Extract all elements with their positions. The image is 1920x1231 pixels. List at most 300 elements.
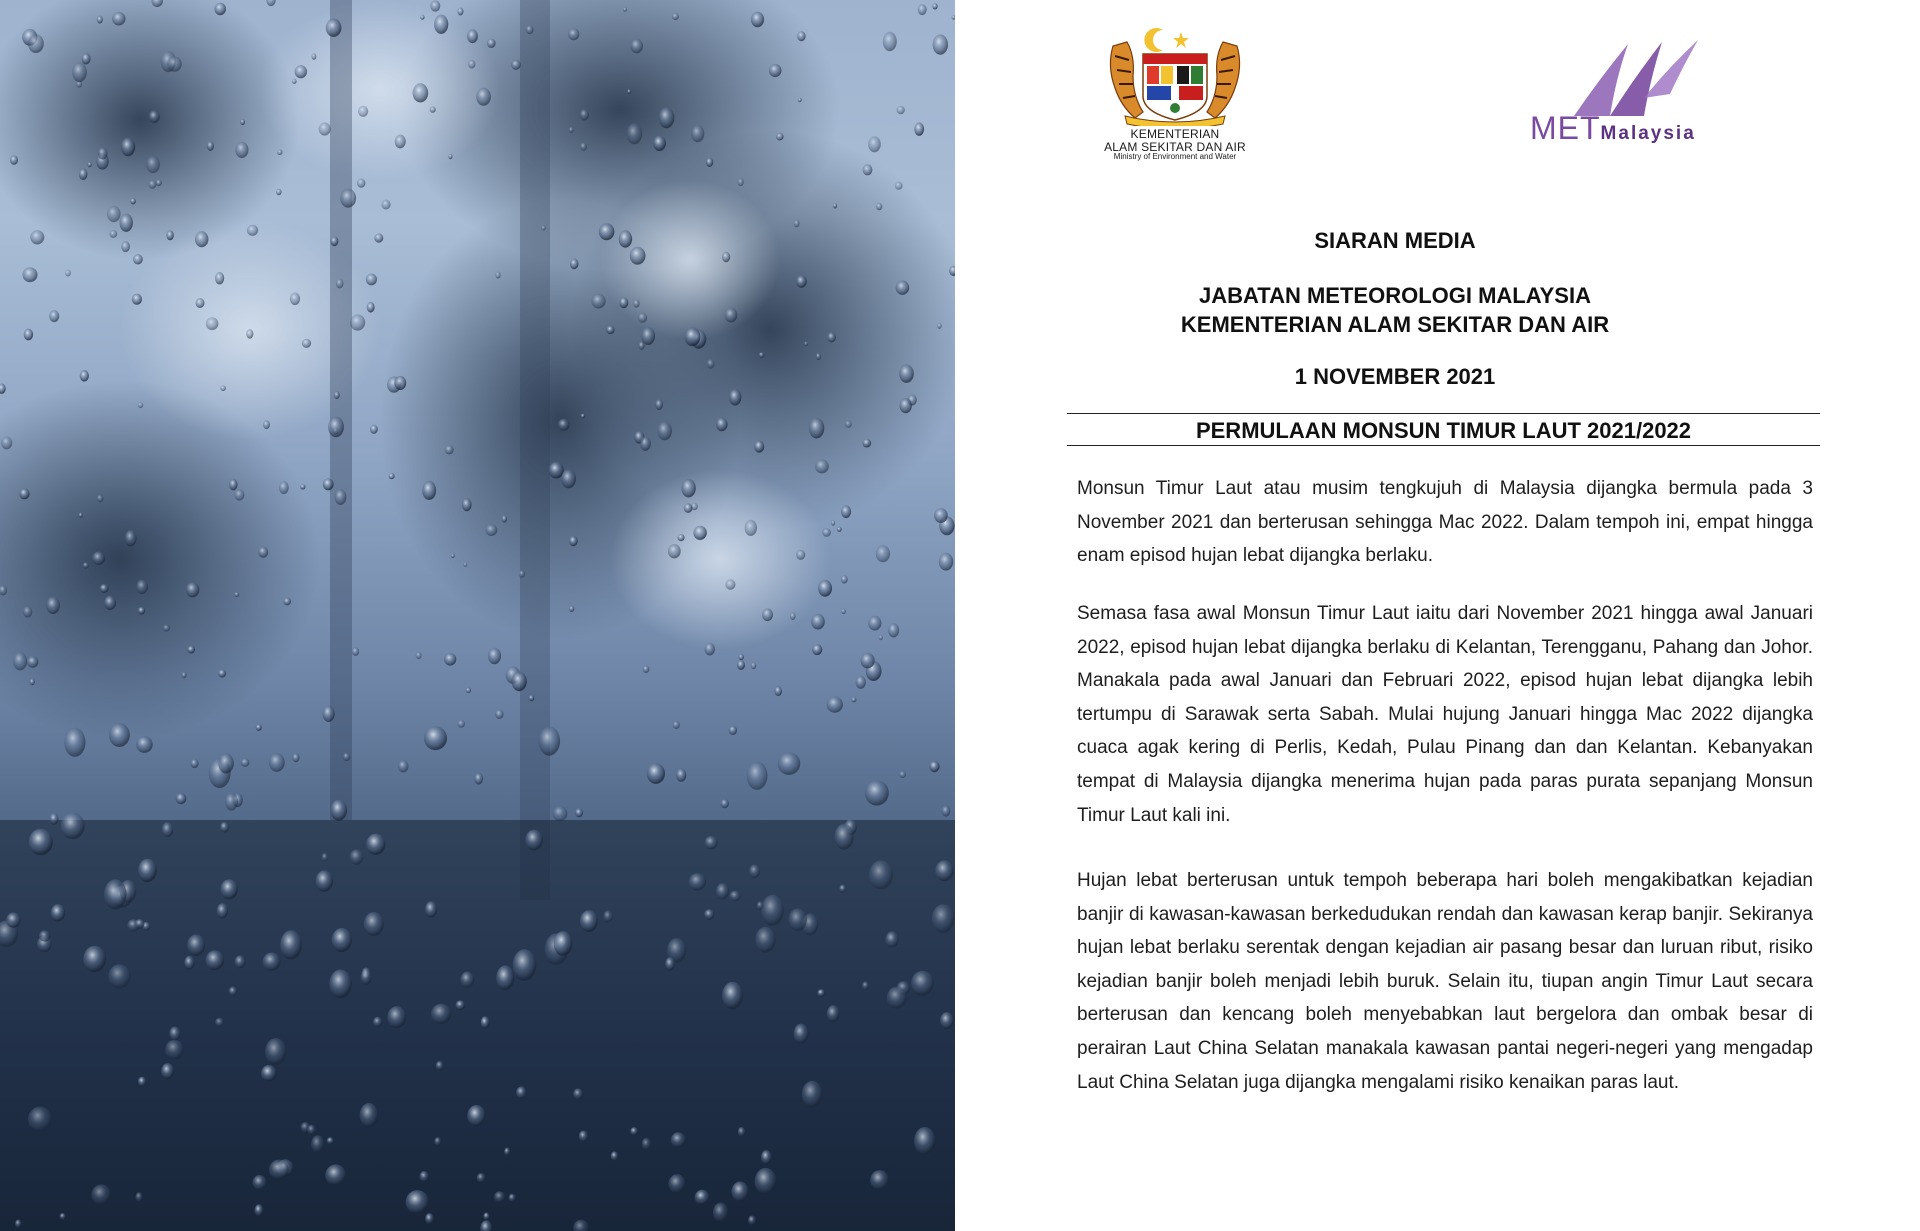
- rain-droplet: [6, 913, 21, 928]
- rain-droplet: [253, 1175, 267, 1190]
- rain-droplet: [307, 1125, 315, 1135]
- rain-droplet: [833, 203, 837, 208]
- rain-droplet: [266, 0, 275, 6]
- rain-droplet: [187, 646, 195, 654]
- rain-droplet: [146, 156, 160, 173]
- rain-droplet: [640, 437, 651, 451]
- rain-droplet: [899, 771, 906, 778]
- rain-droplet: [229, 987, 237, 997]
- title-rule-top: [1067, 413, 1820, 414]
- rain-droplet: [104, 596, 116, 610]
- rain-droplet: [932, 3, 937, 9]
- rain-droplet: [265, 1038, 286, 1065]
- rain-droplet: [83, 562, 89, 568]
- rain-droplet: [138, 1077, 146, 1087]
- rain-droplet: [217, 903, 228, 919]
- rain-droplet: [511, 60, 521, 70]
- rain-droplet: [374, 233, 383, 242]
- rain-droplet: [748, 1216, 756, 1226]
- rain-droplet: [234, 592, 239, 597]
- rain-droplet: [138, 859, 157, 882]
- rain-droplet: [713, 1203, 728, 1223]
- met-malaysia-swoosh-icon: [1570, 38, 1710, 118]
- rain-droplet: [487, 39, 496, 48]
- rain-droplet: [911, 971, 934, 996]
- rain-droplet: [83, 946, 106, 972]
- rain-droplet: [366, 834, 385, 855]
- rain-droplet: [13, 652, 27, 671]
- rain-droplet: [863, 164, 873, 175]
- rain-droplet: [28, 34, 44, 53]
- rain-droplet: [352, 647, 359, 656]
- rain-droplet: [841, 609, 846, 615]
- rain-droplet: [295, 65, 307, 78]
- rain-droplet: [240, 119, 245, 125]
- rain-droplet: [759, 352, 765, 358]
- rain-droplet: [716, 418, 728, 432]
- rain-droplet: [255, 1204, 264, 1216]
- rain-droplet: [677, 534, 684, 541]
- organization-line1: JABATAN METEOROLOGI MALAYSIA: [1199, 283, 1591, 308]
- rain-droplet: [861, 653, 875, 669]
- rain-droplet: [65, 270, 71, 277]
- rain-droplet: [328, 417, 344, 438]
- rain-droplet: [706, 158, 713, 167]
- rain-droplet: [457, 720, 465, 728]
- rain-droplet: [327, 1137, 334, 1144]
- rain-droplet: [258, 547, 268, 558]
- rain-droplet: [466, 687, 471, 693]
- rain-droplet: [657, 421, 672, 440]
- rain-droplet: [865, 780, 889, 805]
- rain-droplet: [79, 513, 83, 518]
- rain-droplet: [138, 607, 145, 615]
- rain-droplet: [121, 138, 135, 157]
- rain-droplet: [673, 721, 680, 729]
- rain-droplet: [234, 489, 244, 500]
- rain-droplet: [263, 420, 270, 429]
- rain-droplet: [263, 953, 281, 971]
- rain-droplet: [643, 666, 650, 673]
- rain-droplet: [729, 726, 737, 735]
- rain-droplet: [627, 123, 643, 144]
- rain-droplet: [247, 225, 258, 236]
- press-release-document: [955, 0, 1920, 1231]
- rain-droplet: [525, 830, 543, 851]
- rain-drops-illustration: [0, 0, 955, 1231]
- rain-droplet: [798, 98, 802, 103]
- rain-droplet: [361, 970, 372, 985]
- rain-droplet: [373, 1017, 382, 1027]
- rain-droplet: [343, 753, 351, 762]
- kementerian-wordmark: [1095, 128, 1255, 162]
- met-small-text: Malaysia: [1600, 123, 1696, 144]
- rain-droplet: [460, 972, 474, 988]
- rain-droplet: [659, 107, 675, 128]
- rain-droplet: [856, 676, 866, 689]
- rain-droplet: [29, 829, 53, 856]
- rain-droplet: [570, 258, 579, 269]
- rain-droplet: [190, 759, 198, 768]
- rain-droplet: [445, 445, 454, 454]
- rain-droplet: [225, 793, 238, 811]
- rain-droplet: [279, 481, 289, 494]
- rain-droplet: [761, 895, 784, 926]
- rain-droplet: [395, 135, 406, 149]
- met-malaysia-logo: [1530, 38, 1760, 148]
- rain-droplet: [187, 934, 205, 956]
- rain-droplet: [568, 28, 579, 40]
- rain-droplet: [827, 332, 836, 342]
- rain-droplet: [331, 800, 347, 821]
- rain-droplet: [163, 625, 170, 632]
- rain-droplet: [695, 1190, 710, 1205]
- rain-droplet: [360, 1103, 378, 1128]
- rain-droplet: [462, 498, 472, 511]
- rain-droplet: [811, 614, 825, 630]
- rain-droplet: [336, 279, 344, 289]
- rain-droplet: [569, 536, 578, 546]
- rain-droplet: [277, 149, 282, 155]
- rain-droplet: [732, 1181, 749, 1201]
- met-wordmark: [1530, 110, 1760, 147]
- rain-droplet: [28, 1107, 52, 1132]
- body-paragraph-2: Semasa fasa awal Monsun Timur Laut iaitu dari November 2021 hingga awal Januari 2022, episod hujan lebat dijangka berlaku di Kelantan, Terengganu, Pahang dan Johor. Manakala pada awal Januari dan Februari 2022, episod hujan lebat dijangka lebih tertumpu di Sarawak serta Sabah. Mulai hujung Januari hingga Mac 2022 dijangka cuaca agak kering di Perlis, Kedah, Pulau Pinang dan dan Kelantan. Kebanyakan tempat di Malaysia dijangka menerima hujan pada paras purata sepanjang Monsun Timur Laut kali ini.: [1077, 603, 1813, 826]
- rain-droplet: [51, 904, 65, 921]
- rain-droplet: [92, 552, 105, 565]
- rain-droplet: [184, 956, 194, 970]
- rain-droplet: [80, 370, 89, 382]
- rain-droplet: [61, 813, 85, 840]
- rain-droplet: [169, 1027, 180, 1041]
- rain-droplet: [319, 122, 331, 135]
- rain-droplet: [754, 441, 764, 453]
- rain-droplet: [195, 231, 208, 247]
- rain-droplet: [722, 252, 730, 262]
- rain-droplet: [496, 966, 514, 991]
- rain-droplet: [841, 505, 851, 518]
- rain-droplet: [721, 799, 729, 808]
- rain-droplet: [323, 478, 334, 490]
- siaran-media-heading: SIARAN MEDIA: [1314, 228, 1476, 253]
- rain-droplet: [88, 162, 92, 167]
- rain-droplet: [468, 60, 475, 69]
- kementerian-line2: ALAM SEKITAR DAN AIR: [1104, 139, 1246, 154]
- rain-droplet: [729, 389, 741, 406]
- rain-droplet: [108, 964, 130, 988]
- rain-droplet: [817, 989, 825, 997]
- rain-droplet: [196, 298, 205, 308]
- rain-droplet: [364, 912, 384, 936]
- rain-droplet: [933, 34, 948, 54]
- rain-droplet: [416, 652, 422, 659]
- rain-droplet: [935, 860, 953, 881]
- rain-droplet: [691, 125, 704, 142]
- rain-droplet: [19, 488, 29, 499]
- rain-droplet: [611, 1151, 619, 1161]
- rain-droplet: [300, 484, 305, 489]
- rain-droplet: [322, 853, 328, 862]
- rain-droplet: [261, 1065, 276, 1082]
- rain-droplet: [370, 425, 378, 434]
- rain-droplet: [647, 763, 665, 784]
- rain-droplet: [325, 1164, 346, 1185]
- rain-droplet: [477, 1173, 486, 1183]
- rain-droplet: [431, 1004, 451, 1024]
- rain-droplet: [627, 89, 631, 94]
- rain-droplet: [15, 1219, 22, 1228]
- rain-droplet: [269, 1160, 289, 1180]
- rain-droplet: [138, 402, 143, 408]
- rain-droplet: [862, 981, 869, 990]
- rain-droplet: [458, 8, 464, 16]
- rain-droplet: [340, 189, 356, 208]
- rain-droplet: [815, 459, 829, 473]
- rain-droplet: [235, 955, 246, 968]
- rain-droplet: [292, 753, 299, 762]
- rain-droplet: [755, 1168, 777, 1195]
- rain-droplet: [82, 53, 91, 64]
- rain-droplet: [630, 39, 643, 54]
- rain-droplet: [135, 919, 144, 929]
- rain-droplet: [579, 1131, 588, 1142]
- rain-droplet: [751, 12, 764, 27]
- rain-droplet: [549, 462, 564, 479]
- rain-droplet: [653, 136, 666, 151]
- rain-droplet: [424, 726, 447, 750]
- rain-droplet: [130, 198, 135, 204]
- rain-droplet: [868, 136, 881, 152]
- body-paragraph-1: Monsun Timur Laut atau musim tengkujuh di Malaysia dijangka bermula pada 3 November 2021 dan berterusan sehingga Mac 2022. Dalam tempoh ini, empat hingga enam episod hujan lebat dijangka berlaku.: [1077, 478, 1813, 567]
- rain-droplet: [389, 473, 395, 479]
- rain-droplet: [762, 608, 773, 621]
- rain-droplet: [672, 13, 679, 20]
- rain-droplet: [839, 885, 846, 893]
- rain-droplet: [831, 520, 835, 526]
- rain-droplet: [512, 672, 527, 692]
- rain-droplet: [46, 597, 60, 615]
- rain-droplet: [827, 696, 843, 712]
- rain-droplet: [434, 1137, 441, 1146]
- rain-droplet: [486, 524, 498, 536]
- rain-droplet: [705, 836, 718, 849]
- rain-droplet: [229, 479, 237, 491]
- rain-droplet: [730, 891, 741, 902]
- rain-droplet: [206, 317, 219, 330]
- rain-droplet: [215, 1018, 224, 1027]
- rain-droplet: [822, 528, 831, 537]
- rain-droplet: [125, 530, 137, 546]
- rain-droplet: [30, 230, 44, 244]
- rain-droplet: [350, 314, 365, 330]
- rain-droplet: [120, 214, 133, 232]
- rain-droplet: [176, 793, 187, 804]
- rain-droplet: [914, 122, 924, 135]
- rain-droplet: [879, 635, 883, 640]
- rain-droplet: [456, 1000, 465, 1010]
- rain-droplet: [256, 724, 262, 731]
- rain-droplet: [357, 179, 365, 188]
- rain-droplet: [98, 147, 108, 159]
- rain-droplet: [705, 643, 715, 656]
- rain-droplet: [900, 398, 912, 413]
- rain-droplet: [430, 106, 436, 112]
- rain-droplet: [27, 656, 38, 668]
- rain-droplet: [166, 230, 173, 240]
- rain-droplet: [79, 168, 88, 180]
- rain-droplet: [827, 1005, 840, 1022]
- rain-droplet: [394, 376, 406, 390]
- rain-droplet: [796, 550, 805, 560]
- rain-droplet: [132, 294, 142, 305]
- rain-droplet: [463, 562, 467, 567]
- rain-droplet: [302, 339, 311, 348]
- rain-droplet: [476, 88, 491, 106]
- malaysia-coat-of-arms-icon: [1105, 26, 1245, 126]
- rain-droplet: [474, 773, 483, 785]
- rain-droplet: [794, 219, 800, 227]
- organization-heading: [1015, 282, 1775, 339]
- rain-droplet: [387, 1006, 406, 1028]
- rain-droplet: [541, 226, 546, 231]
- rain-droplet: [109, 230, 117, 238]
- rain-droplet: [133, 254, 143, 264]
- rain-droplet: [366, 274, 377, 286]
- rain-droplet: [738, 654, 744, 660]
- rain-droplet: [0, 384, 6, 394]
- rain-droplet: [39, 930, 50, 941]
- rain-droplet: [326, 19, 342, 37]
- rain-droplet: [939, 553, 953, 571]
- rain-droplet: [221, 879, 238, 899]
- rain-droplet: [413, 83, 429, 102]
- rain-droplet: [220, 385, 226, 391]
- rain-droplet: [809, 418, 824, 439]
- rain-droplet: [504, 1148, 510, 1156]
- rain-droplet: [580, 143, 587, 151]
- rain-droplet: [434, 15, 448, 34]
- rain-droplet: [738, 1127, 746, 1137]
- rain-droplet: [488, 648, 501, 665]
- rain-droplet: [837, 527, 842, 532]
- rain-droplet: [761, 1150, 772, 1164]
- rain-droplet: [406, 1190, 429, 1214]
- rain-droplet: [755, 927, 775, 953]
- rain-droplet: [887, 987, 907, 1009]
- rain-droplet: [668, 544, 681, 558]
- rain-droplet: [707, 359, 715, 369]
- rain-droplet: [757, 901, 764, 909]
- rain-droplet: [311, 1135, 324, 1153]
- rain-droplet: [509, 1194, 516, 1202]
- rain-droplet: [60, 1213, 66, 1220]
- rain-droplet: [885, 931, 898, 947]
- rain-droplet: [841, 575, 848, 583]
- rain-droplet: [794, 1024, 809, 1044]
- rain-droplet: [638, 313, 647, 323]
- rain-droplet: [513, 949, 537, 981]
- rain-droplet: [669, 1174, 686, 1193]
- rain-droplet: [554, 931, 573, 956]
- organization-line2: KEMENTERIAN ALAM SEKITAR DAN AIR: [1180, 311, 1610, 337]
- rain-droplet: [630, 1127, 638, 1135]
- rain-droplet: [332, 928, 352, 952]
- rain-droplet: [444, 653, 456, 666]
- rain-droplet: [206, 950, 224, 970]
- rain-droplet: [381, 200, 390, 210]
- rain-droplet: [569, 606, 574, 612]
- rain-droplet: [235, 142, 248, 158]
- rain-droplet: [591, 294, 605, 309]
- rain-droplet: [876, 545, 890, 562]
- rain-droplet: [104, 879, 126, 909]
- rain-droplet: [797, 31, 805, 41]
- rain-droplet: [573, 1088, 583, 1099]
- rain-droplet: [161, 1063, 174, 1079]
- rain-droplet: [665, 957, 675, 970]
- rain-droplet: [425, 1213, 434, 1224]
- rain-droplet: [929, 761, 939, 772]
- rain-droplet: [350, 849, 364, 865]
- rain-droplet: [932, 904, 954, 933]
- rain-droplet: [630, 247, 646, 265]
- rain-droplet: [215, 272, 224, 284]
- rain-droplet: [335, 489, 347, 505]
- rain-droplet: [569, 127, 574, 133]
- rain-droplet: [940, 1012, 953, 1029]
- rain-droplet: [553, 806, 568, 821]
- rain-droplet: [934, 508, 948, 523]
- rain-droplet: [292, 79, 297, 84]
- rain-droplet: [818, 580, 832, 597]
- rain-droplet: [451, 553, 455, 558]
- rain-droplet: [64, 728, 85, 757]
- rain-droplet: [623, 7, 627, 12]
- rain-droplet: [876, 203, 882, 211]
- rain-droplet: [358, 106, 368, 117]
- rain-droplet: [790, 612, 796, 620]
- rain-droplet: [467, 29, 478, 43]
- rain-droplet: [863, 439, 872, 448]
- rain-droplet: [603, 910, 612, 922]
- rain-droplet: [316, 870, 333, 891]
- rain-droplet: [214, 3, 226, 16]
- rain-droplet: [619, 230, 632, 247]
- rain-droplet: [606, 326, 614, 335]
- rain-droplet: [689, 873, 706, 890]
- rain-droplet: [581, 414, 586, 419]
- rain-droplet: [1, 436, 12, 449]
- rain-droplet: [684, 503, 693, 513]
- rain-droplet: [23, 606, 32, 617]
- met-big-text: MET: [1530, 110, 1601, 146]
- rain-droplet: [448, 154, 452, 159]
- rain-droplet: [693, 526, 706, 540]
- release-date: 1 NOVEMBER 2021: [1294, 364, 1496, 389]
- rain-droplet: [558, 419, 570, 431]
- rain-droplet: [725, 308, 738, 323]
- rain-droplet: [186, 582, 199, 597]
- rain-droplet: [112, 12, 125, 26]
- rain-droplet: [280, 930, 302, 959]
- rain-droplet: [135, 1192, 142, 1202]
- rain-droplet: [671, 1132, 686, 1147]
- rain-droplet: [895, 182, 903, 190]
- rain-droplet: [97, 495, 104, 503]
- rain-droplet: [246, 329, 253, 339]
- rain-droplet: [24, 329, 33, 341]
- rain-droplet: [436, 1061, 444, 1071]
